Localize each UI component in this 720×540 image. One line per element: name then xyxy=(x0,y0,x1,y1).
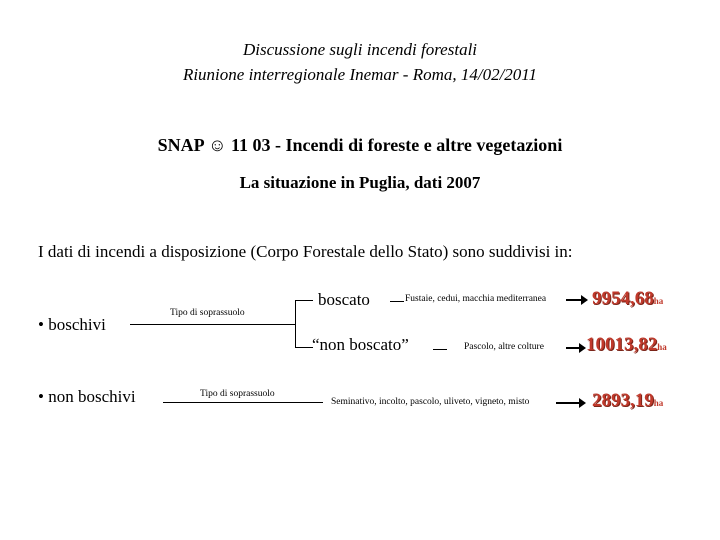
row-desc-non-boschivi: Seminativo, incolto, pascolo, uliveto, vigneto, misto xyxy=(331,397,530,407)
arrow-right-icon xyxy=(566,347,580,349)
row-desc-boscato: Fustaie, cedui, macchia mediterranea xyxy=(405,294,547,304)
header-line-1: Discussione sugli incendi forestali xyxy=(242,40,478,59)
connector-boschivi xyxy=(130,324,295,325)
value-non-boschivi: 2893,19ha xyxy=(592,390,664,411)
subtitle: La situazione in Puglia, dati 2007 xyxy=(239,173,481,192)
category-boschivi: • boschivi xyxy=(38,315,106,334)
row-2-dash xyxy=(433,349,447,350)
value-non-boscato: 10013,82ha xyxy=(586,334,667,355)
connector-branch-top xyxy=(295,300,313,301)
arrow-right-icon xyxy=(566,299,582,301)
arrow-right-icon xyxy=(556,402,580,404)
connector-non-boschivi xyxy=(163,402,323,403)
row-desc-non-boscato: Pascolo, altre colture xyxy=(464,342,544,352)
tipo-soprassuolo-label-1: Tipo di soprassuolo xyxy=(170,308,245,318)
tipo-soprassuolo-label-2: Tipo di soprassuolo xyxy=(200,389,275,399)
header-line-2: Riunione interregionale Inemar - Roma, 14/02/2011 xyxy=(182,65,538,84)
category-non-boschivi: • non boschivi xyxy=(38,387,136,406)
connector-branch-bottom xyxy=(295,347,313,348)
row-1-dash xyxy=(390,301,404,302)
connector-branch-vertical xyxy=(295,300,296,348)
row-name-boscato: boscato xyxy=(318,290,370,309)
intro-text: I dati di incendi a disposizione (Corpo Forestale dello Stato) sono suddivisi in: xyxy=(38,242,573,261)
snap-title: SNAP ☺ 11 03 - Incendi di foreste e altre vegetazioni xyxy=(157,135,563,155)
value-boscato: 9954,68ha xyxy=(592,288,664,309)
row-name-non-boscato: “non boscato” xyxy=(312,335,409,354)
